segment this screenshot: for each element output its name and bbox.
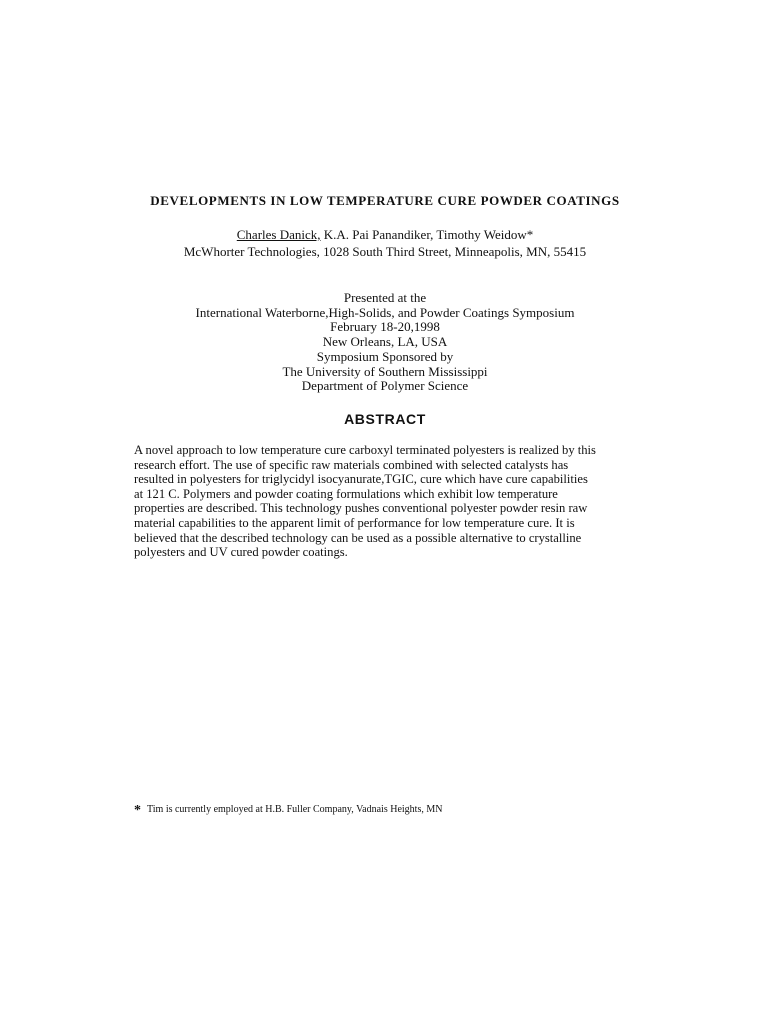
co-authors: K.A. Pai Panandiker, Timothy Weidow* — [320, 227, 534, 242]
abstract-line: resulted in polyesters for triglycidyl isocyanurate,TGIC, cure which have cure capabilities — [134, 472, 588, 487]
footnote — [134, 803, 442, 819]
presentation-line: Symposium Sponsored by — [316, 348, 454, 364]
presentation-line: Department of Polymer Science — [301, 378, 469, 394]
author-line — [0, 226, 770, 243]
presenting-author: Charles Danick, — [236, 227, 321, 242]
abstract-line: material capabilities to the apparent limit of performance for low temperature cure. It is — [134, 515, 575, 530]
abstract-line: believed that the described technology can be used as a possible alternative to crystalline — [134, 530, 582, 545]
presentation-info — [0, 291, 770, 394]
presentation-line: Presented at the — [343, 290, 427, 305]
presentation-line: New Orleans, LA, USA — [322, 334, 448, 350]
paper-title: DEVELOPMENTS IN LOW TEMPERATURE CURE POWDER COATINGS — [150, 193, 620, 208]
footnote-text: Tim is currently employed at H.B. Fuller Company, Vadnais Heights, MN — [147, 804, 443, 815]
abstract-line: research effort. The use of specific raw materials combined with selected catalysts has — [134, 457, 569, 472]
abstract-text — [134, 443, 654, 560]
abstract-line: properties are described. This technology pushes conventional polyester powder resin raw — [134, 501, 588, 516]
presentation-line: The University of Southern Mississippi — [282, 363, 488, 379]
footnote-marker: * — [134, 803, 141, 818]
abstract-line: at 121 C. Polymers and powder coating formulations which exhibit low temperature — [134, 486, 558, 501]
presentation-line: February 18-20,1998 — [330, 319, 440, 335]
presentation-line: International Waterborne,High-Solids, and Powder Coatings Symposium — [195, 304, 575, 320]
abstract-line: polyesters and UV cured powder coatings. — [134, 545, 348, 560]
affiliation: McWhorter Technologies, 1028 South Third Street, Minneapolis, MN, 55415 — [183, 244, 587, 259]
abstract-line: A novel approach to low temperature cure carboxyl terminated polyesters is realized by this — [134, 443, 596, 457]
abstract-heading: ABSTRACT — [344, 411, 426, 427]
author-block — [0, 226, 770, 260]
